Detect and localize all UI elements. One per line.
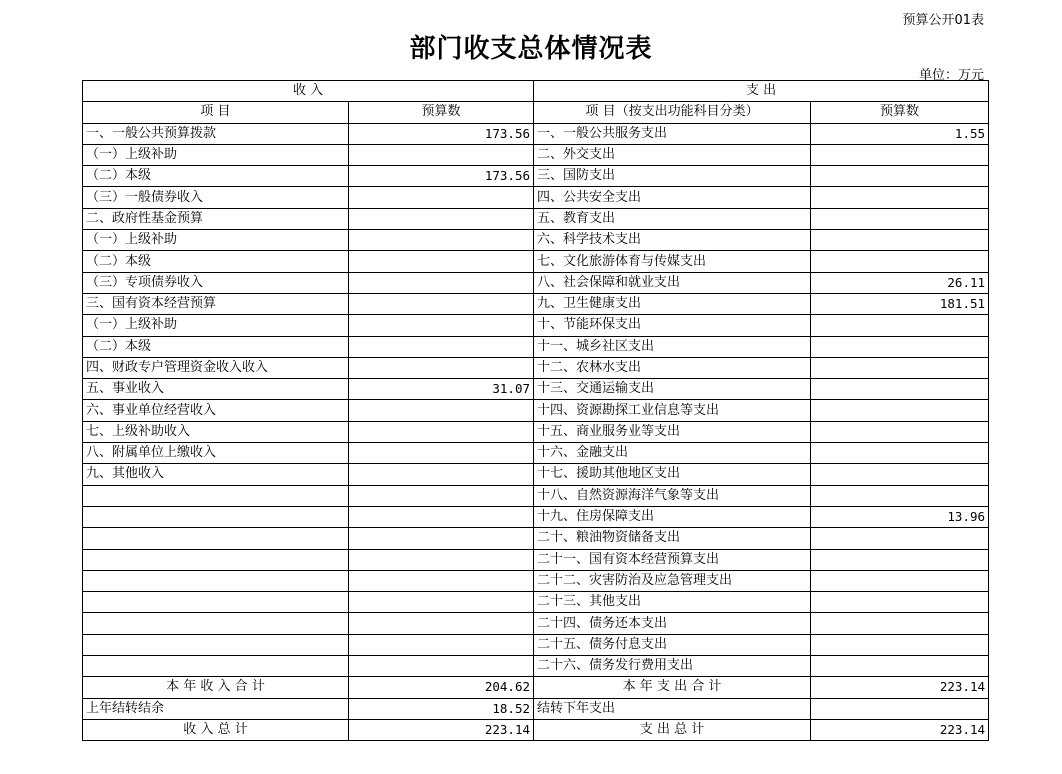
expense-item-cell: 八、社会保障和就业支出 xyxy=(534,272,811,293)
expense-item-cell: 十二、农林水支出 xyxy=(534,357,811,378)
table-row xyxy=(83,549,989,570)
income-value-cell xyxy=(349,464,534,485)
income-total-value: 223.14 xyxy=(349,719,534,740)
income-item-cell: （三）专项债券收入 xyxy=(83,272,349,293)
income-item-cell xyxy=(83,506,349,527)
expense-item-cell: 十九、住房保障支出 xyxy=(534,506,811,527)
expense-total-value: 223.14 xyxy=(811,719,989,740)
table-row xyxy=(83,443,989,464)
income-item-cell: （一）上级补助 xyxy=(83,144,349,165)
income-item-cell xyxy=(83,485,349,506)
income-item-cell xyxy=(83,656,349,677)
income-item-cell xyxy=(83,570,349,591)
expense-value-cell: 181.51 xyxy=(811,293,989,314)
income-group-header: 收 入 xyxy=(83,81,534,102)
income-item-cell: 四、财政专户管理资金收入收入 xyxy=(83,357,349,378)
income-value-cell xyxy=(349,187,534,208)
income-value-cell xyxy=(349,421,534,442)
expense-subtotal-label: 本 年 支 出 合 计 xyxy=(534,677,811,698)
table-row xyxy=(83,166,989,187)
expense-item-cell: 十四、资源勘探工业信息等支出 xyxy=(534,400,811,421)
income-value-cell xyxy=(349,400,534,421)
total-row xyxy=(83,719,989,740)
expense-item-cell: 二十三、其他支出 xyxy=(534,592,811,613)
column-header-row xyxy=(83,102,989,123)
expense-subtotal-value: 223.14 xyxy=(811,677,989,698)
expense-value-cell: 13.96 xyxy=(811,506,989,527)
expense-value-cell xyxy=(811,464,989,485)
expense-carry-value xyxy=(811,698,989,719)
income-value-cell xyxy=(349,592,534,613)
expense-value-cell xyxy=(811,528,989,549)
income-item-cell: 三、国有资本经营预算 xyxy=(83,293,349,314)
page-title: 部门收支总体情况表 xyxy=(409,34,653,64)
income-value-cell xyxy=(349,293,534,314)
expense-value-cell xyxy=(811,443,989,464)
expense-item-cell: 六、科学技术支出 xyxy=(534,230,811,251)
table-row xyxy=(83,315,989,336)
income-item-cell: 一、一般公共预算拨款 xyxy=(83,123,349,144)
expense-value-cell xyxy=(811,208,989,229)
income-value-cell xyxy=(349,634,534,655)
expense-value-cell xyxy=(811,656,989,677)
income-value-cell xyxy=(349,613,534,634)
expense-value-cell xyxy=(811,357,989,378)
expense-value-cell xyxy=(811,549,989,570)
table-row xyxy=(83,592,989,613)
expense-item-cell: 一、一般公共服务支出 xyxy=(534,123,811,144)
income-value-cell xyxy=(349,208,534,229)
col-header-expense-item: 项 目（按支出功能科目分类） xyxy=(534,102,811,123)
expense-item-cell: 十七、援助其他地区支出 xyxy=(534,464,811,485)
expense-item-cell: 十八、自然资源海洋气象等支出 xyxy=(534,485,811,506)
expense-item-cell: 十三、交通运输支出 xyxy=(534,379,811,400)
expense-item-cell: 二十五、债务付息支出 xyxy=(534,634,811,655)
expense-value-cell xyxy=(811,400,989,421)
expense-item-cell: 七、文化旅游体育与传媒支出 xyxy=(534,251,811,272)
expense-item-cell: 十一、城乡社区支出 xyxy=(534,336,811,357)
income-subtotal-value: 204.62 xyxy=(349,677,534,698)
table-row xyxy=(83,528,989,549)
income-carry-value: 18.52 xyxy=(349,698,534,719)
income-value-cell: 173.56 xyxy=(349,123,534,144)
expense-value-cell xyxy=(811,144,989,165)
expense-item-cell: 二十、粮油物资储备支出 xyxy=(534,528,811,549)
unit-label: 单位：万元 xyxy=(918,68,984,83)
col-header-income-item: 项 目 xyxy=(83,102,349,123)
income-item-cell xyxy=(83,528,349,549)
expense-item-cell: 五、教育支出 xyxy=(534,208,811,229)
carry-row xyxy=(83,698,989,719)
income-subtotal-label: 本 年 收 入 合 计 xyxy=(83,677,349,698)
expense-value-cell xyxy=(811,166,989,187)
table-row xyxy=(83,656,989,677)
table-row xyxy=(83,251,989,272)
table-row xyxy=(83,293,989,314)
income-item-cell: 二、政府性基金预算 xyxy=(83,208,349,229)
income-value-cell xyxy=(349,656,534,677)
expense-item-cell: 十六、金融支出 xyxy=(534,443,811,464)
expense-total-label: 支 出 总 计 xyxy=(534,719,811,740)
income-item-cell xyxy=(83,592,349,613)
income-value-cell xyxy=(349,506,534,527)
income-value-cell xyxy=(349,251,534,272)
table-row xyxy=(83,464,989,485)
income-value-cell xyxy=(349,549,534,570)
table-row xyxy=(83,123,989,144)
group-header-row xyxy=(83,81,989,102)
expense-value-cell xyxy=(811,613,989,634)
expense-item-cell: 三、国防支出 xyxy=(534,166,811,187)
expense-carry-label: 结转下年支出 xyxy=(534,698,811,719)
expense-value-cell xyxy=(811,570,989,591)
income-total-label: 收 入 总 计 xyxy=(83,719,349,740)
expense-value-cell xyxy=(811,485,989,506)
col-header-income-budget: 预算数 xyxy=(349,102,534,123)
expense-item-cell: 四、公共安全支出 xyxy=(534,187,811,208)
expense-item-cell: 二十四、债务还本支出 xyxy=(534,613,811,634)
table-row xyxy=(83,379,989,400)
income-carry-label: 上年结转结余 xyxy=(83,698,349,719)
income-item-cell xyxy=(83,549,349,570)
expense-group-header: 支 出 xyxy=(534,81,989,102)
expense-value-cell xyxy=(811,592,989,613)
expense-item-cell: 二、外交支出 xyxy=(534,144,811,165)
expense-value-cell xyxy=(811,634,989,655)
table-row xyxy=(83,187,989,208)
expense-item-cell: 二十六、债务发行费用支出 xyxy=(534,656,811,677)
income-item-cell: （二）本级 xyxy=(83,166,349,187)
income-item-cell: 九、其他收入 xyxy=(83,464,349,485)
income-item-cell: 七、上级补助收入 xyxy=(83,421,349,442)
expense-item-cell: 十、节能环保支出 xyxy=(534,315,811,336)
income-value-cell xyxy=(349,528,534,549)
expense-value-cell: 26.11 xyxy=(811,272,989,293)
income-value-cell xyxy=(349,336,534,357)
expense-item-cell: 九、卫生健康支出 xyxy=(534,293,811,314)
income-value-cell xyxy=(349,570,534,591)
table-row xyxy=(83,613,989,634)
table-row xyxy=(83,336,989,357)
table-row xyxy=(83,144,989,165)
expense-value-cell xyxy=(811,230,989,251)
income-value-cell xyxy=(349,485,534,506)
expense-item-cell: 二十一、国有资本经营预算支出 xyxy=(534,549,811,570)
col-header-expense-budget: 预算数 xyxy=(811,102,989,123)
income-item-cell xyxy=(83,613,349,634)
income-item-cell: （一）上级补助 xyxy=(83,315,349,336)
income-value-cell xyxy=(349,357,534,378)
table-row xyxy=(83,357,989,378)
table-row xyxy=(83,485,989,506)
income-value-cell: 31.07 xyxy=(349,379,534,400)
expense-value-cell xyxy=(811,251,989,272)
table-row xyxy=(83,570,989,591)
expense-item-cell: 二十二、灾害防治及应急管理支出 xyxy=(534,570,811,591)
income-item-cell: 六、事业单位经营收入 xyxy=(83,400,349,421)
expense-value-cell xyxy=(811,421,989,442)
income-item-cell: 八、附属单位上缴收入 xyxy=(83,443,349,464)
table-row xyxy=(83,400,989,421)
income-value-cell xyxy=(349,272,534,293)
income-item-cell: （二）本级 xyxy=(83,251,349,272)
budget-table xyxy=(82,80,989,741)
table-row xyxy=(83,208,989,229)
expense-value-cell: 1.55 xyxy=(811,123,989,144)
expense-item-cell: 十五、商业服务业等支出 xyxy=(534,421,811,442)
expense-value-cell xyxy=(811,379,989,400)
income-item-cell: （二）本级 xyxy=(83,336,349,357)
income-value-cell xyxy=(349,315,534,336)
subtotal-row xyxy=(83,677,989,698)
expense-value-cell xyxy=(811,336,989,357)
table-row xyxy=(83,230,989,251)
table-row xyxy=(83,634,989,655)
income-value-cell: 173.56 xyxy=(349,166,534,187)
income-item-cell: （三）一般债券收入 xyxy=(83,187,349,208)
income-value-cell xyxy=(349,230,534,251)
income-value-cell xyxy=(349,443,534,464)
income-value-cell xyxy=(349,144,534,165)
expense-value-cell xyxy=(811,315,989,336)
income-item-cell: （一）上级补助 xyxy=(83,230,349,251)
table-row xyxy=(83,421,989,442)
income-item-cell xyxy=(83,634,349,655)
table-row xyxy=(83,506,989,527)
table-row xyxy=(83,272,989,293)
form-number: 预算公开01表 xyxy=(902,13,984,28)
expense-value-cell xyxy=(811,187,989,208)
income-item-cell: 五、事业收入 xyxy=(83,379,349,400)
